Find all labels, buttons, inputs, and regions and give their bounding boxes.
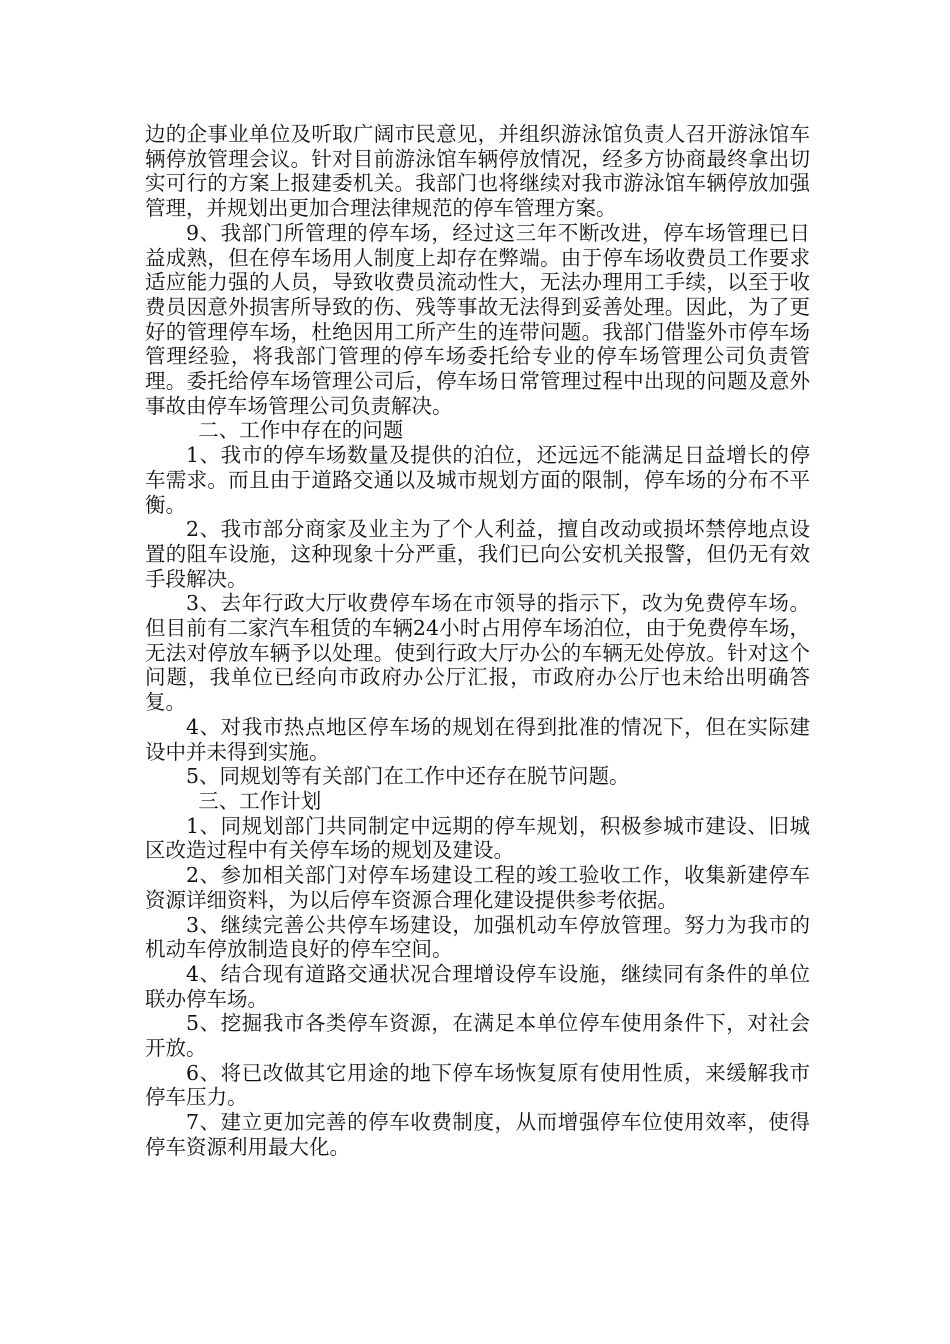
paragraph-plan-5: 5、挖掘我市各类停车资源，在满足本单位停车使用条件下，对社会开放。: [145, 1011, 810, 1061]
paragraph-problem-3: 3、去年行政大厅收费停车场在市领导的指示下，改为免费停车场。但目前有二家汽车租赁的车辆24小时占用停车场泊位，由于免费停车场，无法对停放车辆予以处理。使到行政大厅办公的车辆无处停放。针对这个问题，我单位已经向市政府办公厅汇报，市政府办公厅也未给出明确答复。: [145, 591, 810, 715]
section-heading-plan: 三、工作计划: [198, 788, 322, 813]
paragraph-problem-4: 4、对我市热点地区停车场的规划在得到批准的情况下，但在实际建设中并未得到实施。: [145, 714, 810, 764]
document-body: [145, 122, 810, 1160]
paragraph-plan-2: 2、参加相关部门对停车场建设工程的竣工验收工作，收集新建停车资源详细资料，为以后停车资源合理化建设提供参考依据。: [145, 863, 810, 912]
paragraph-problem-5: 5、同规划等有关部门在工作中还存在脱节问题。: [186, 764, 630, 789]
paragraph-plan-1: 1、同规划部门共同制定中远期的停车规划，积极参城市建设、旧城区改造过程中有关停车场的规划及建设。: [145, 813, 810, 863]
section-heading-problems: 二、工作中存在的问题: [198, 418, 404, 443]
paragraph-continuation: 边的企事业单位及听取广阔市民意见，并组织游泳馆负责人召开游泳馆车辆停放管理会议。针对目前游泳馆车辆停放情况，经多方协商最终拿出切实可行的方案上报建委机关。我部门也将继续对我市游泳馆车辆停放加强管理，并规划出更加合理法律规范的停车管理方案。: [145, 122, 810, 221]
paragraph-plan-4: 4、结合现有道路交通状况合理增设停车设施，继续同有条件的单位联办停车场。: [145, 961, 810, 1011]
paragraph-problem-1: 1、我市的停车场数量及提供的泊位，还远远不能满足日益增长的停车需求。而且由于道路交通以及城市规划方面的限制，停车场的分布不平衡。: [145, 443, 810, 517]
paragraph-plan-6: 6、将已改做其它用途的地下停车场恢复原有使用性质，来缓解我市停车压力。: [145, 1060, 810, 1110]
paragraph-plan-7: 7、建立更加完善的停车收费制度，从而增强停车位使用效率，使得停车资源利用最大化。: [145, 1110, 810, 1159]
paragraph-item-9: 9、我部门所管理的停车场，经过这三年不断改进，停车场管理已日益成熟，但在停车场用人制度上却存在弊端。由于停车场收费员工作要求适应能力强的人员，导致收费员流动性大，无法办理用工手续，以至于收费员因意外损害所导致的伤、残等事故无法得到妥善处理。因此，为了更好的管理停车场，杜绝因用工所产生的连带问题。我部门借鉴外市停车场管理经验，将我部门管理的停车场委托给专业的停车场管理公司负责管理。委托给停车场管理公司后，停车场日常管理过程中出现的问题及意外事故由停车场管理公司负责解决。: [145, 220, 810, 418]
paragraph-problem-2: 2、我市部分商家及业主为了个人利益，擅自改动或损坏禁停地点设置的阻车设施，这种现象十分严重，我们已向公安机关报警，但仍无有效手段解决。: [145, 517, 810, 591]
paragraph-plan-3: 3、继续完善公共停车场建设，加强机动车停放管理。努力为我市的机动车停放制造良好的停车空间。: [145, 912, 810, 962]
